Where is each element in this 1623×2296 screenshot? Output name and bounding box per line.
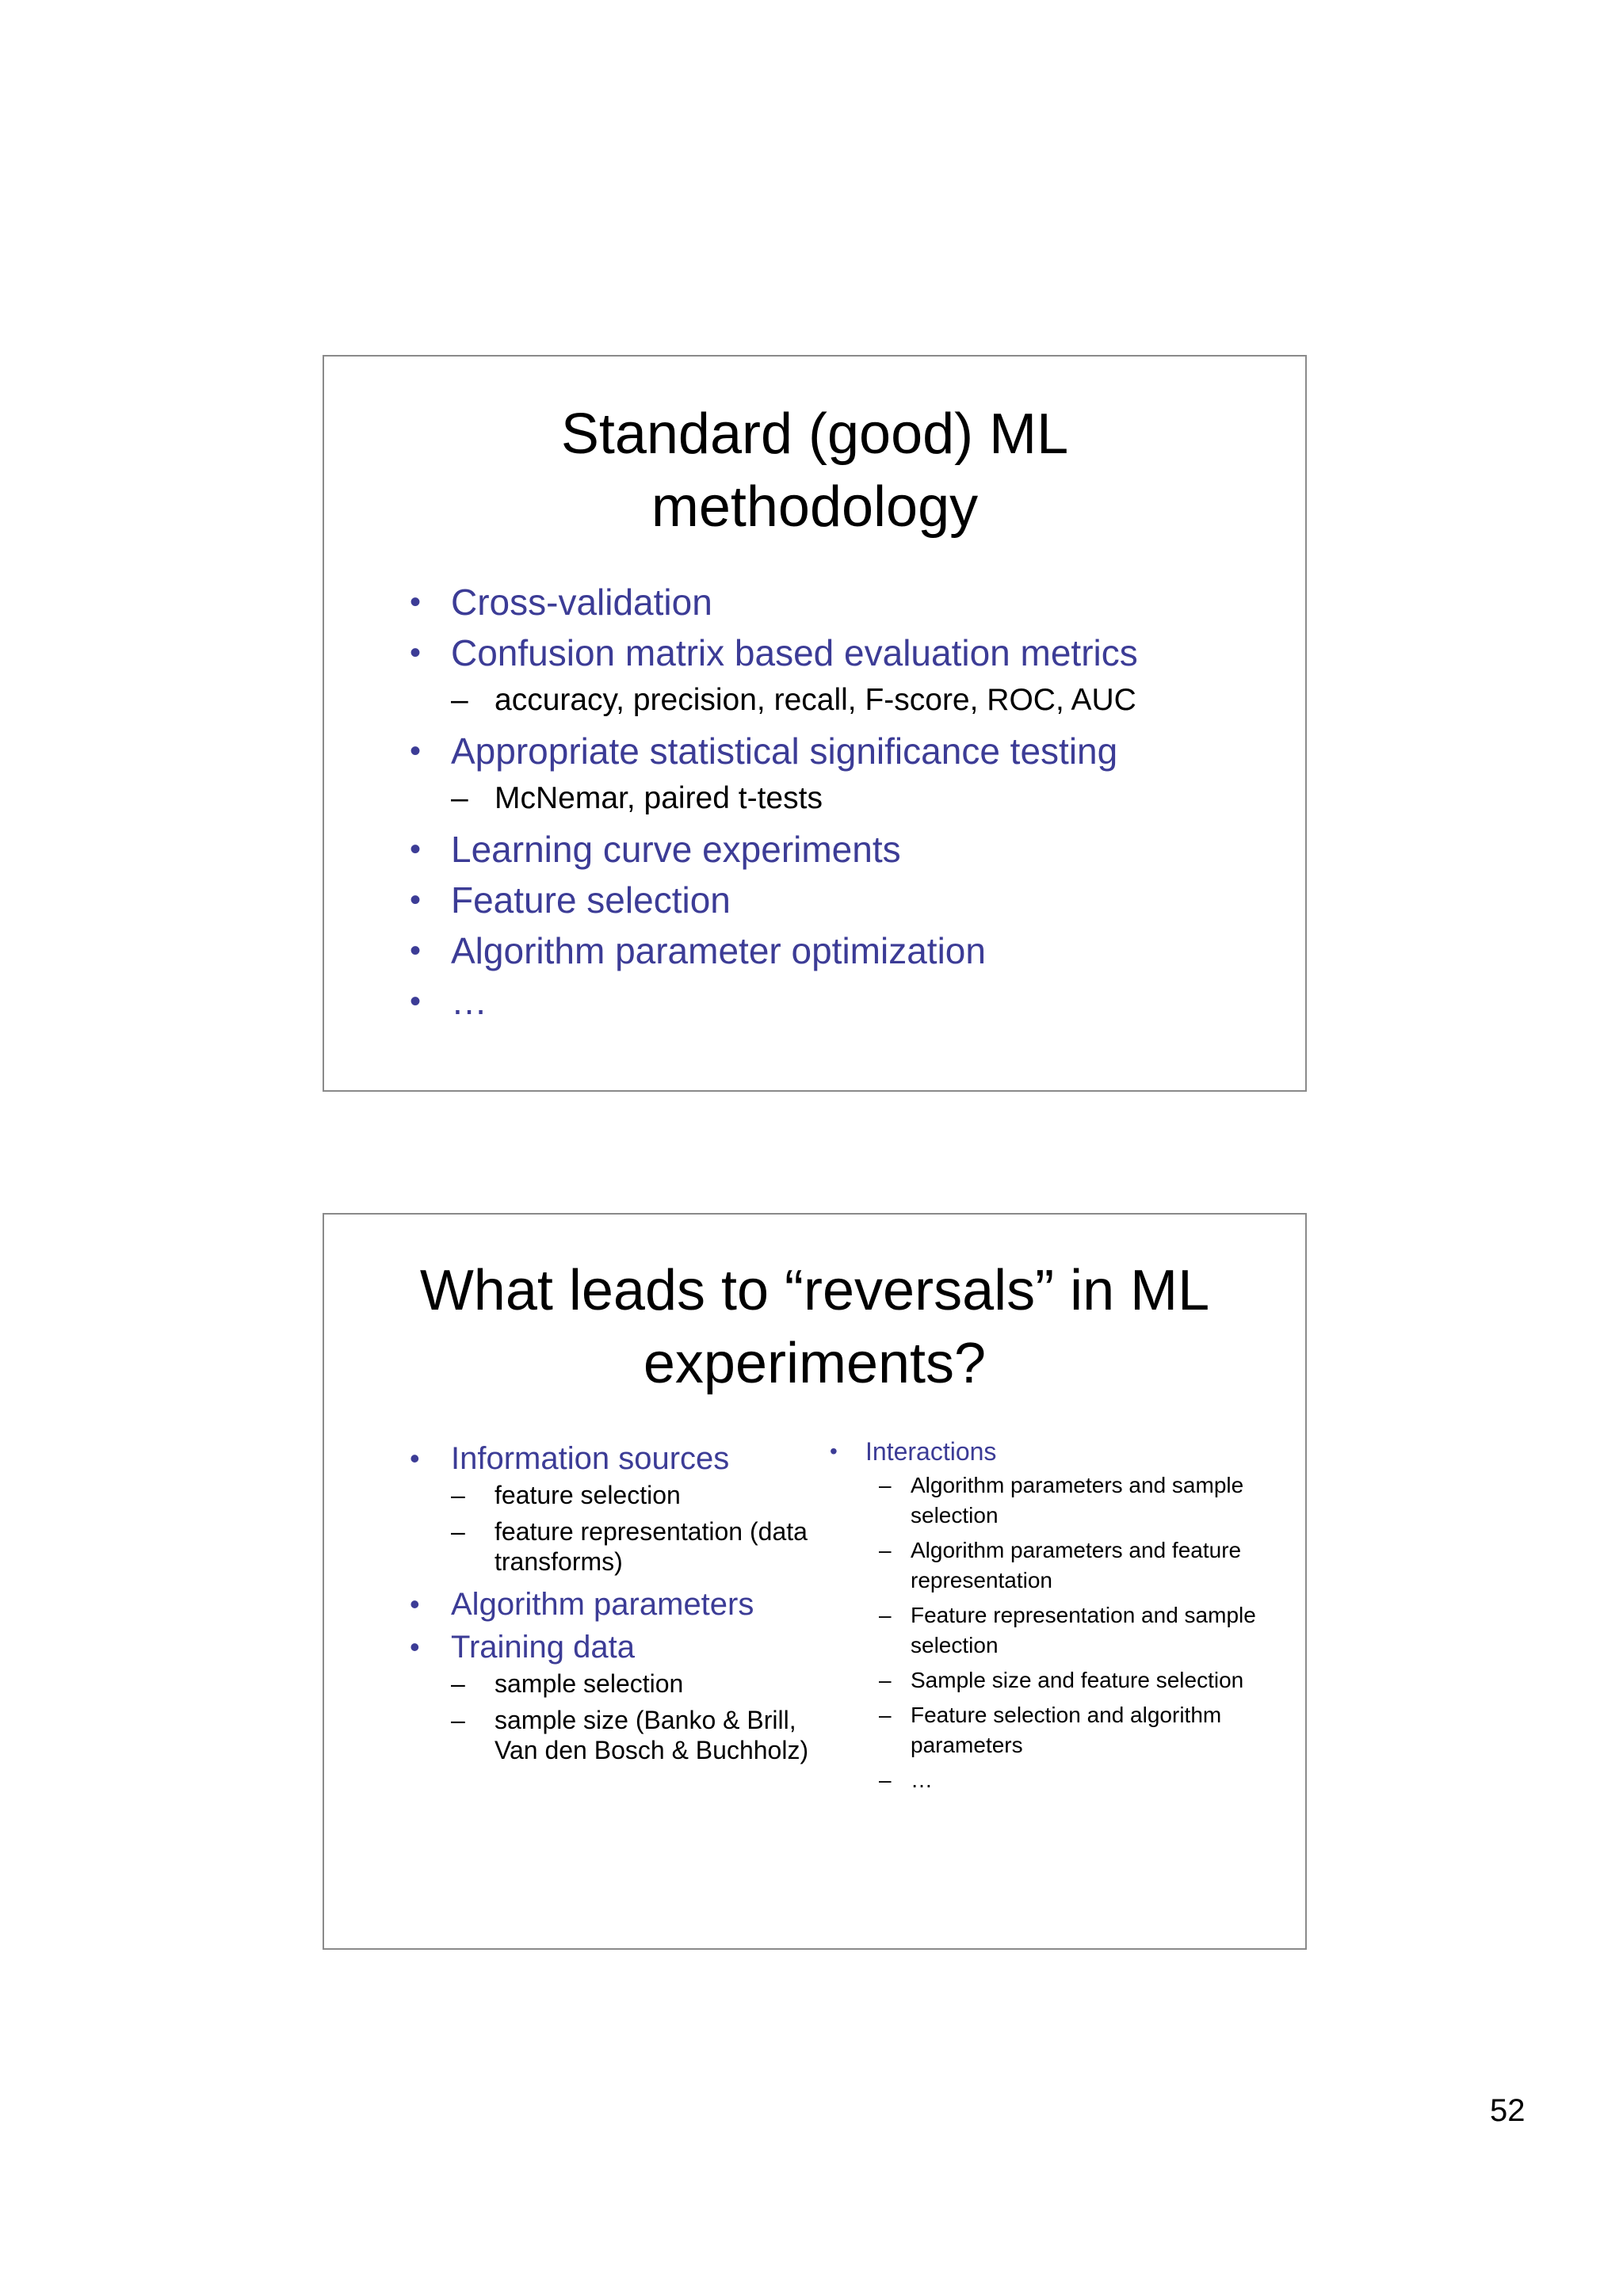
sub-text: McNemar, paired t-tests <box>495 781 823 815</box>
sub-list-wrapper <box>403 1480 815 1577</box>
sub-item <box>879 1765 1274 1795</box>
dash-icon: – <box>451 1481 465 1509</box>
page-number: 52 <box>1490 2093 1526 2128</box>
dash-icon: – <box>879 1473 892 1497</box>
sub-text: feature selection <box>495 1481 681 1509</box>
dash-icon: – <box>879 1768 892 1792</box>
bullet-text: Cross-validation <box>451 582 712 623</box>
bullet-item <box>403 1437 815 1480</box>
bullet-text: Appropriate statistical significance testing <box>451 730 1118 772</box>
slide-title <box>324 398 1305 543</box>
bullet-dot-icon: • <box>410 832 422 867</box>
sub-list <box>451 1669 815 1765</box>
bullet-item <box>403 1626 815 1669</box>
sub-item <box>451 776 1275 821</box>
sub-text: Sample size and feature selection <box>911 1668 1244 1692</box>
bullet-dot-icon: • <box>410 984 422 1019</box>
slide-title <box>324 1254 1305 1400</box>
sub-list <box>451 678 1275 723</box>
bullet-item <box>403 627 1275 678</box>
sub-item <box>879 1700 1274 1760</box>
slide-standard-ml-methodology <box>323 355 1307 1092</box>
bullet-dot-icon: • <box>410 1442 420 1474</box>
sub-text: sample size (Banko & Brill, Van den Bosch & Buchholz) <box>495 1706 809 1764</box>
dash-icon: – <box>451 683 468 717</box>
bullet-dot-icon: • <box>410 1630 420 1663</box>
bullet-item <box>403 976 1275 1027</box>
bullet-dot-icon: • <box>410 585 422 620</box>
bullet-item <box>830 1434 1274 1469</box>
sub-item <box>451 1480 815 1510</box>
bullet-dot-icon: • <box>410 734 422 769</box>
bullet-text: Information sources <box>451 1441 730 1476</box>
bullet-text: Interactions <box>865 1437 997 1466</box>
slide-reversals-in-ml <box>323 1213 1307 1950</box>
bullet-text: Algorithm parameter optimization <box>451 930 986 971</box>
slide-title-line1: Standard (good) ML <box>560 402 1069 466</box>
slide-title-line2: experiments? <box>643 1332 987 1395</box>
bullet-dot-icon: • <box>410 1588 420 1620</box>
bullet-dot-icon: • <box>410 883 422 917</box>
slide-title-line1: What leads to “reversals” in ML <box>419 1259 1210 1322</box>
sub-text: feature representation (data transforms) <box>495 1517 808 1576</box>
bullet-text: Training data <box>451 1630 635 1665</box>
bullet-list <box>403 577 1275 1027</box>
bullet-item <box>403 577 1275 627</box>
sub-item <box>451 1705 815 1765</box>
bullet-item <box>403 824 1275 875</box>
left-column-list <box>403 1437 815 1772</box>
sub-list-wrapper <box>403 1669 815 1765</box>
dash-icon: – <box>879 1668 892 1692</box>
bullet-text: Feature selection <box>451 879 731 921</box>
bullet-item <box>403 925 1275 976</box>
slide-title-line2: methodology <box>651 475 979 539</box>
sub-item <box>451 678 1275 723</box>
dash-icon: – <box>451 1706 465 1734</box>
sub-text: Algorithm parameters and sample selection <box>911 1473 1244 1527</box>
dash-icon: – <box>879 1703 892 1727</box>
sub-text: … <box>911 1768 933 1792</box>
sub-item <box>451 1669 815 1699</box>
dash-icon: – <box>451 1517 465 1546</box>
sub-text: Feature representation and sample selection <box>911 1603 1256 1657</box>
bullet-text: … <box>451 981 487 1022</box>
dash-icon: – <box>451 1669 465 1698</box>
sub-list <box>451 1480 815 1577</box>
right-column-list <box>830 1434 1274 1800</box>
bullet-item <box>403 1583 815 1626</box>
sub-text: sample selection <box>495 1669 684 1698</box>
sub-item <box>879 1600 1274 1661</box>
sub-list <box>451 776 1275 821</box>
bullet-text: Learning curve experiments <box>451 829 901 870</box>
dash-icon: – <box>879 1603 892 1627</box>
dash-icon: – <box>879 1538 892 1562</box>
bullet-item <box>403 726 1275 776</box>
sub-list-wrapper <box>830 1470 1274 1795</box>
sub-list <box>879 1470 1274 1795</box>
sub-text: Algorithm parameters and feature representation <box>911 1538 1242 1592</box>
sub-list-wrapper <box>403 776 1275 821</box>
bullet-dot-icon: • <box>830 1439 838 1463</box>
bullet-text: Confusion matrix based evaluation metrics <box>451 632 1138 673</box>
sub-item <box>879 1665 1274 1695</box>
sub-item <box>451 1516 815 1577</box>
sub-text: accuracy, precision, recall, F-score, ROC, AUC <box>495 683 1136 717</box>
sub-item <box>879 1535 1274 1596</box>
bullet-item <box>403 875 1275 925</box>
sub-item <box>879 1470 1274 1531</box>
dash-icon: – <box>451 781 468 815</box>
bullet-text: Algorithm parameters <box>451 1587 754 1622</box>
sub-text: Feature selection and algorithm parameters <box>911 1703 1222 1757</box>
bullet-dot-icon: • <box>410 933 422 968</box>
sub-list-wrapper <box>403 678 1275 723</box>
bullet-dot-icon: • <box>410 635 422 670</box>
